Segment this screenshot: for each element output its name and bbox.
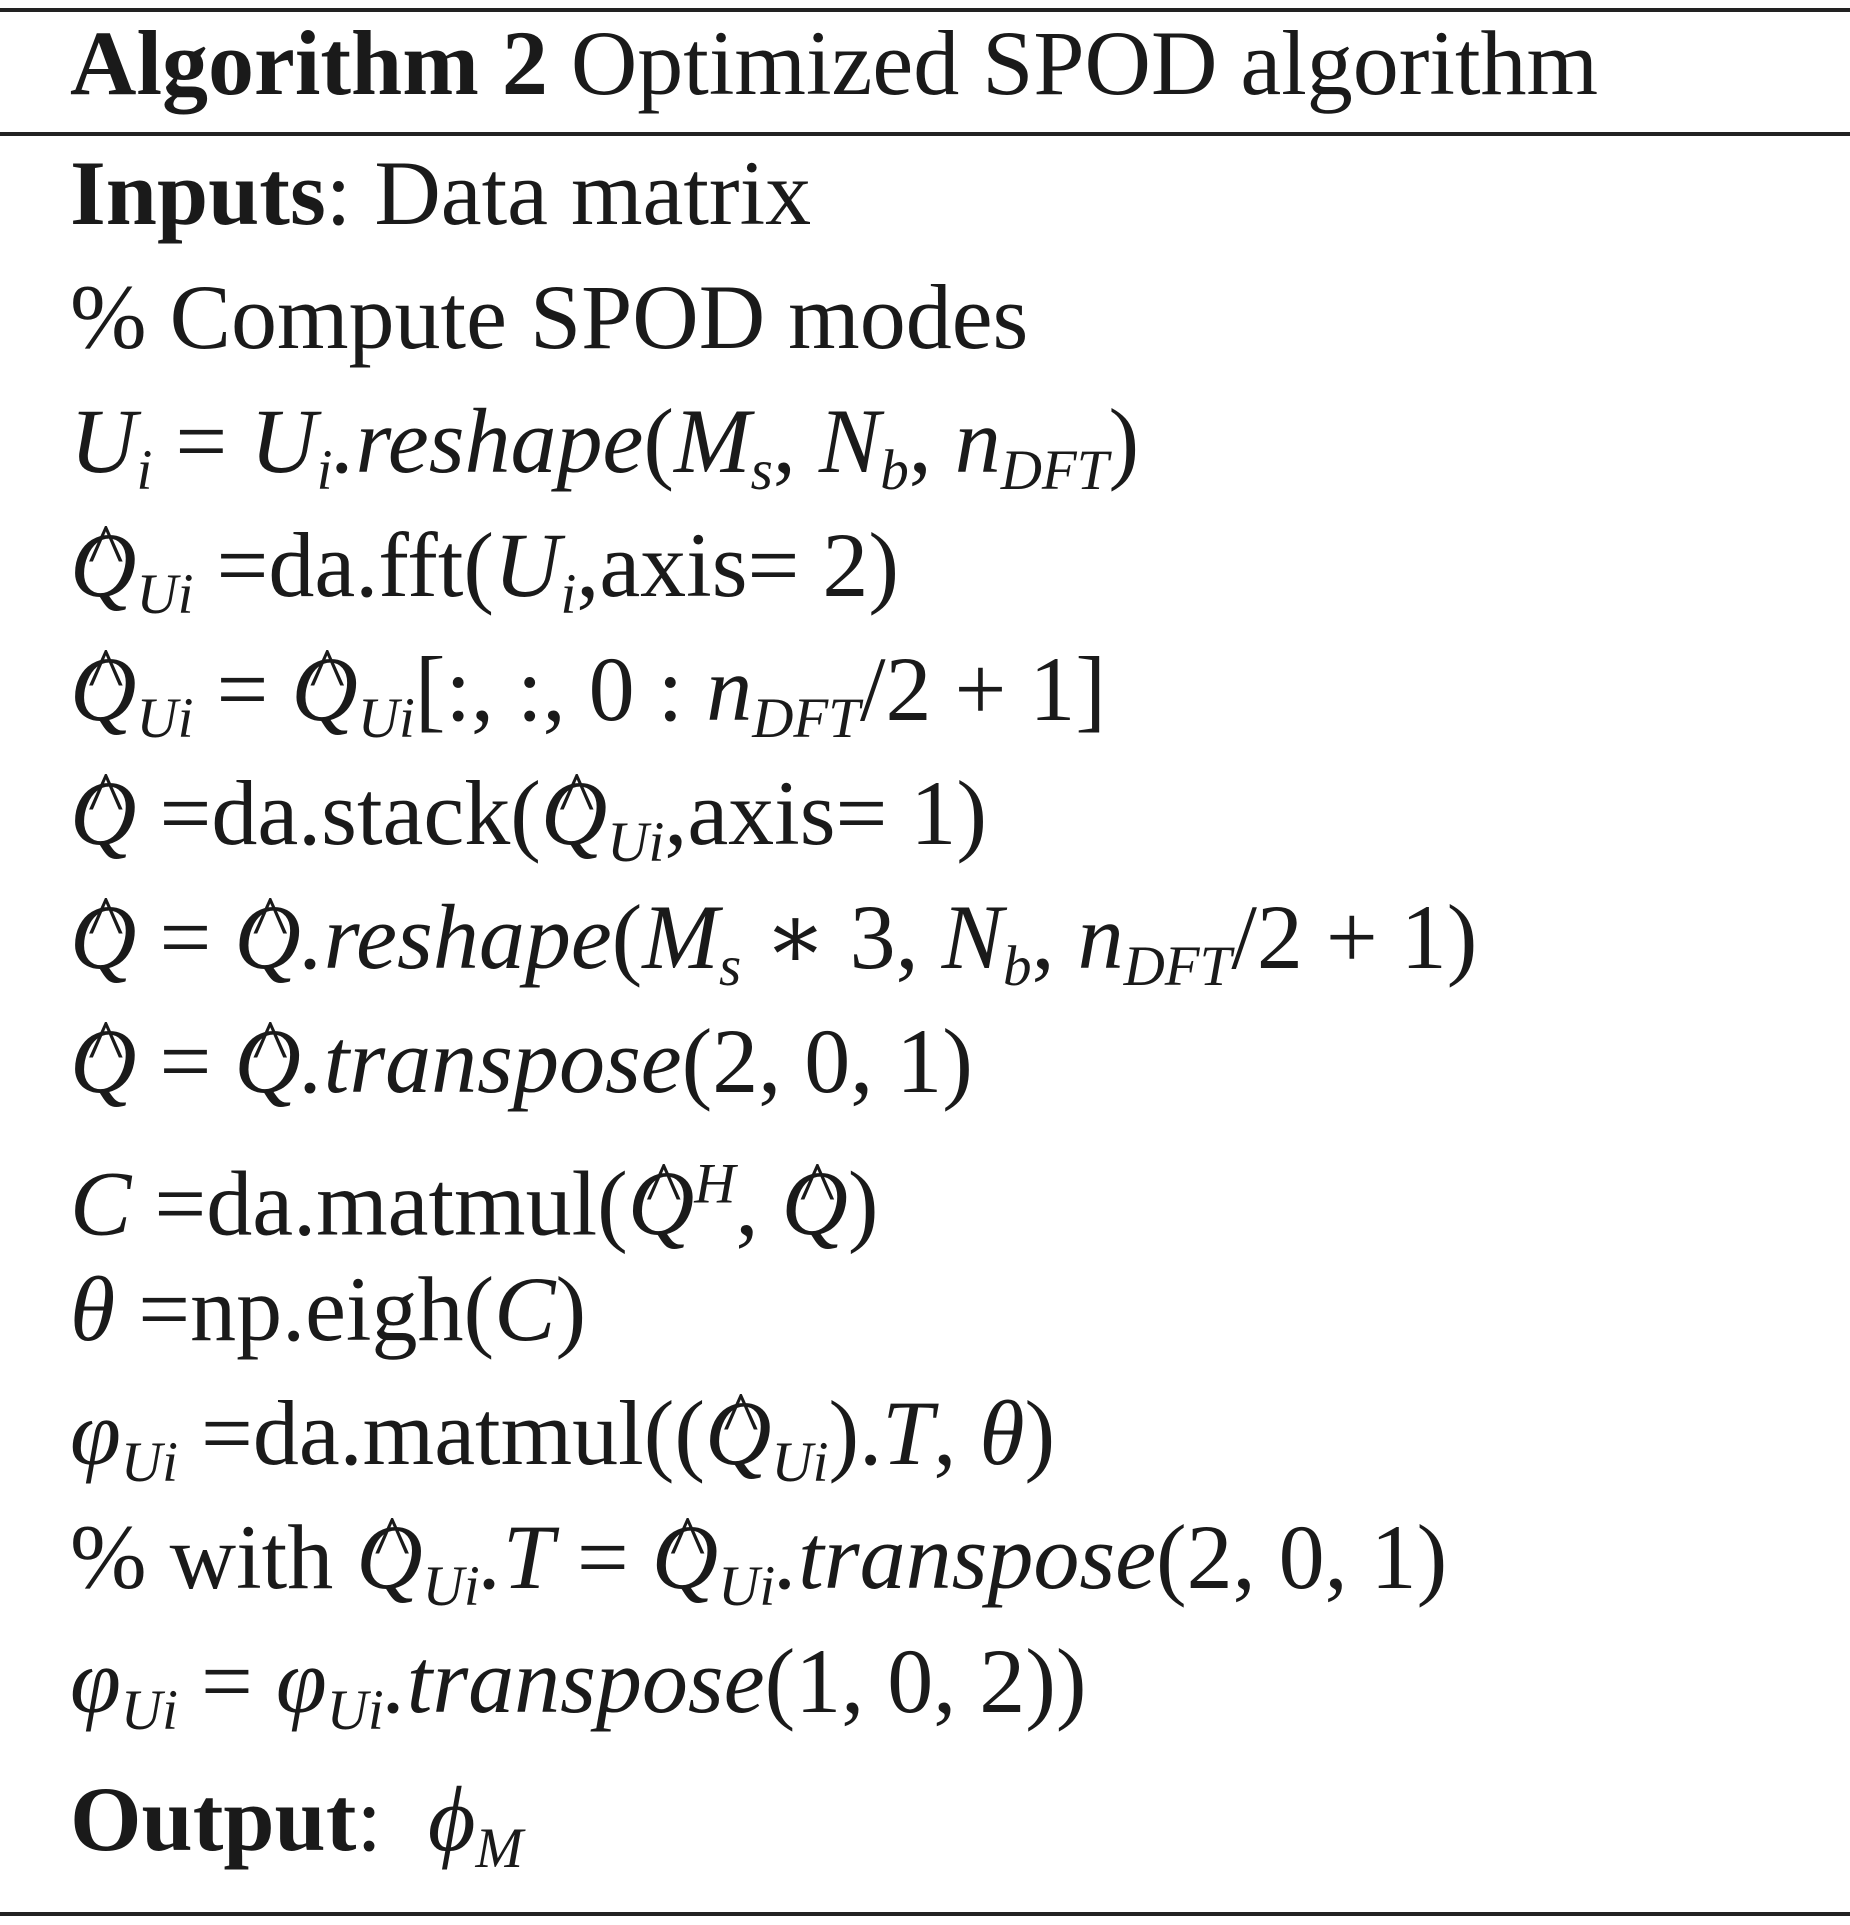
- step-9: $\varphi_{Ui}$ =da.matmul((^ $Q_{Ui}).T$, θ): [70, 1378, 1055, 1518]
- step-8: θ =np.eigh(C): [70, 1258, 587, 1360]
- step-2: ^ $Q_{Ui}$ $=da.fft(U_i,axis= 2)$: [70, 510, 899, 650]
- inputs-value: Data matrix: [374, 142, 812, 244]
- algorithm-label: Algorithm 2: [70, 12, 548, 114]
- caption-rule: [0, 132, 1850, 136]
- algorithm-caption: [70, 8, 1598, 118]
- step-3: ^ $Q_{Ui}$ = ^ $Q_{Ui}$[:, :, 0 : $n_{DFT}/2 + 1$]: [70, 634, 1106, 774]
- algorithm-title: Optimized SPOD algorithm: [570, 12, 1599, 114]
- step-4: ^ Q =da.stack(^ $Q_{Ui},axis= 1$): [70, 758, 987, 898]
- step-11: $\varphi_{Ui}$ = $\varphi_{Ui}.transpose(1$, 0, 2)): [70, 1630, 1087, 1743]
- inputs-line: Inputs: Data matrix: [70, 142, 812, 244]
- output-line: Output: $\phi_M$: [70, 1768, 524, 1881]
- step-6: ^ Q = ^ Q.transpose(2, 0, 1): [70, 1006, 973, 1116]
- bottom-rule: [0, 1912, 1850, 1916]
- inputs-label: Inputs: [70, 142, 326, 244]
- step-7: C =da.matmul(^ $Q^H$, ^ Q): [70, 1130, 879, 1258]
- step-5: ^ Q = ^ $Q.reshape(M_s$ ∗ 3, $N_b$, $n_{DFT}/2 + 1$): [70, 882, 1477, 1022]
- comment-compute-modes: % Compute SPOD modes: [70, 266, 1029, 368]
- step-1: $U_i$ = $U_i.reshape(M_s$, $N_b$, $n_{DFT}$): [70, 390, 1140, 503]
- step-10: % with ^ $Q_{Ui}.T$ = ^ $Q_{Ui}.transpose(2$, 0, 1): [70, 1502, 1447, 1642]
- output-label: Output: [70, 1768, 357, 1870]
